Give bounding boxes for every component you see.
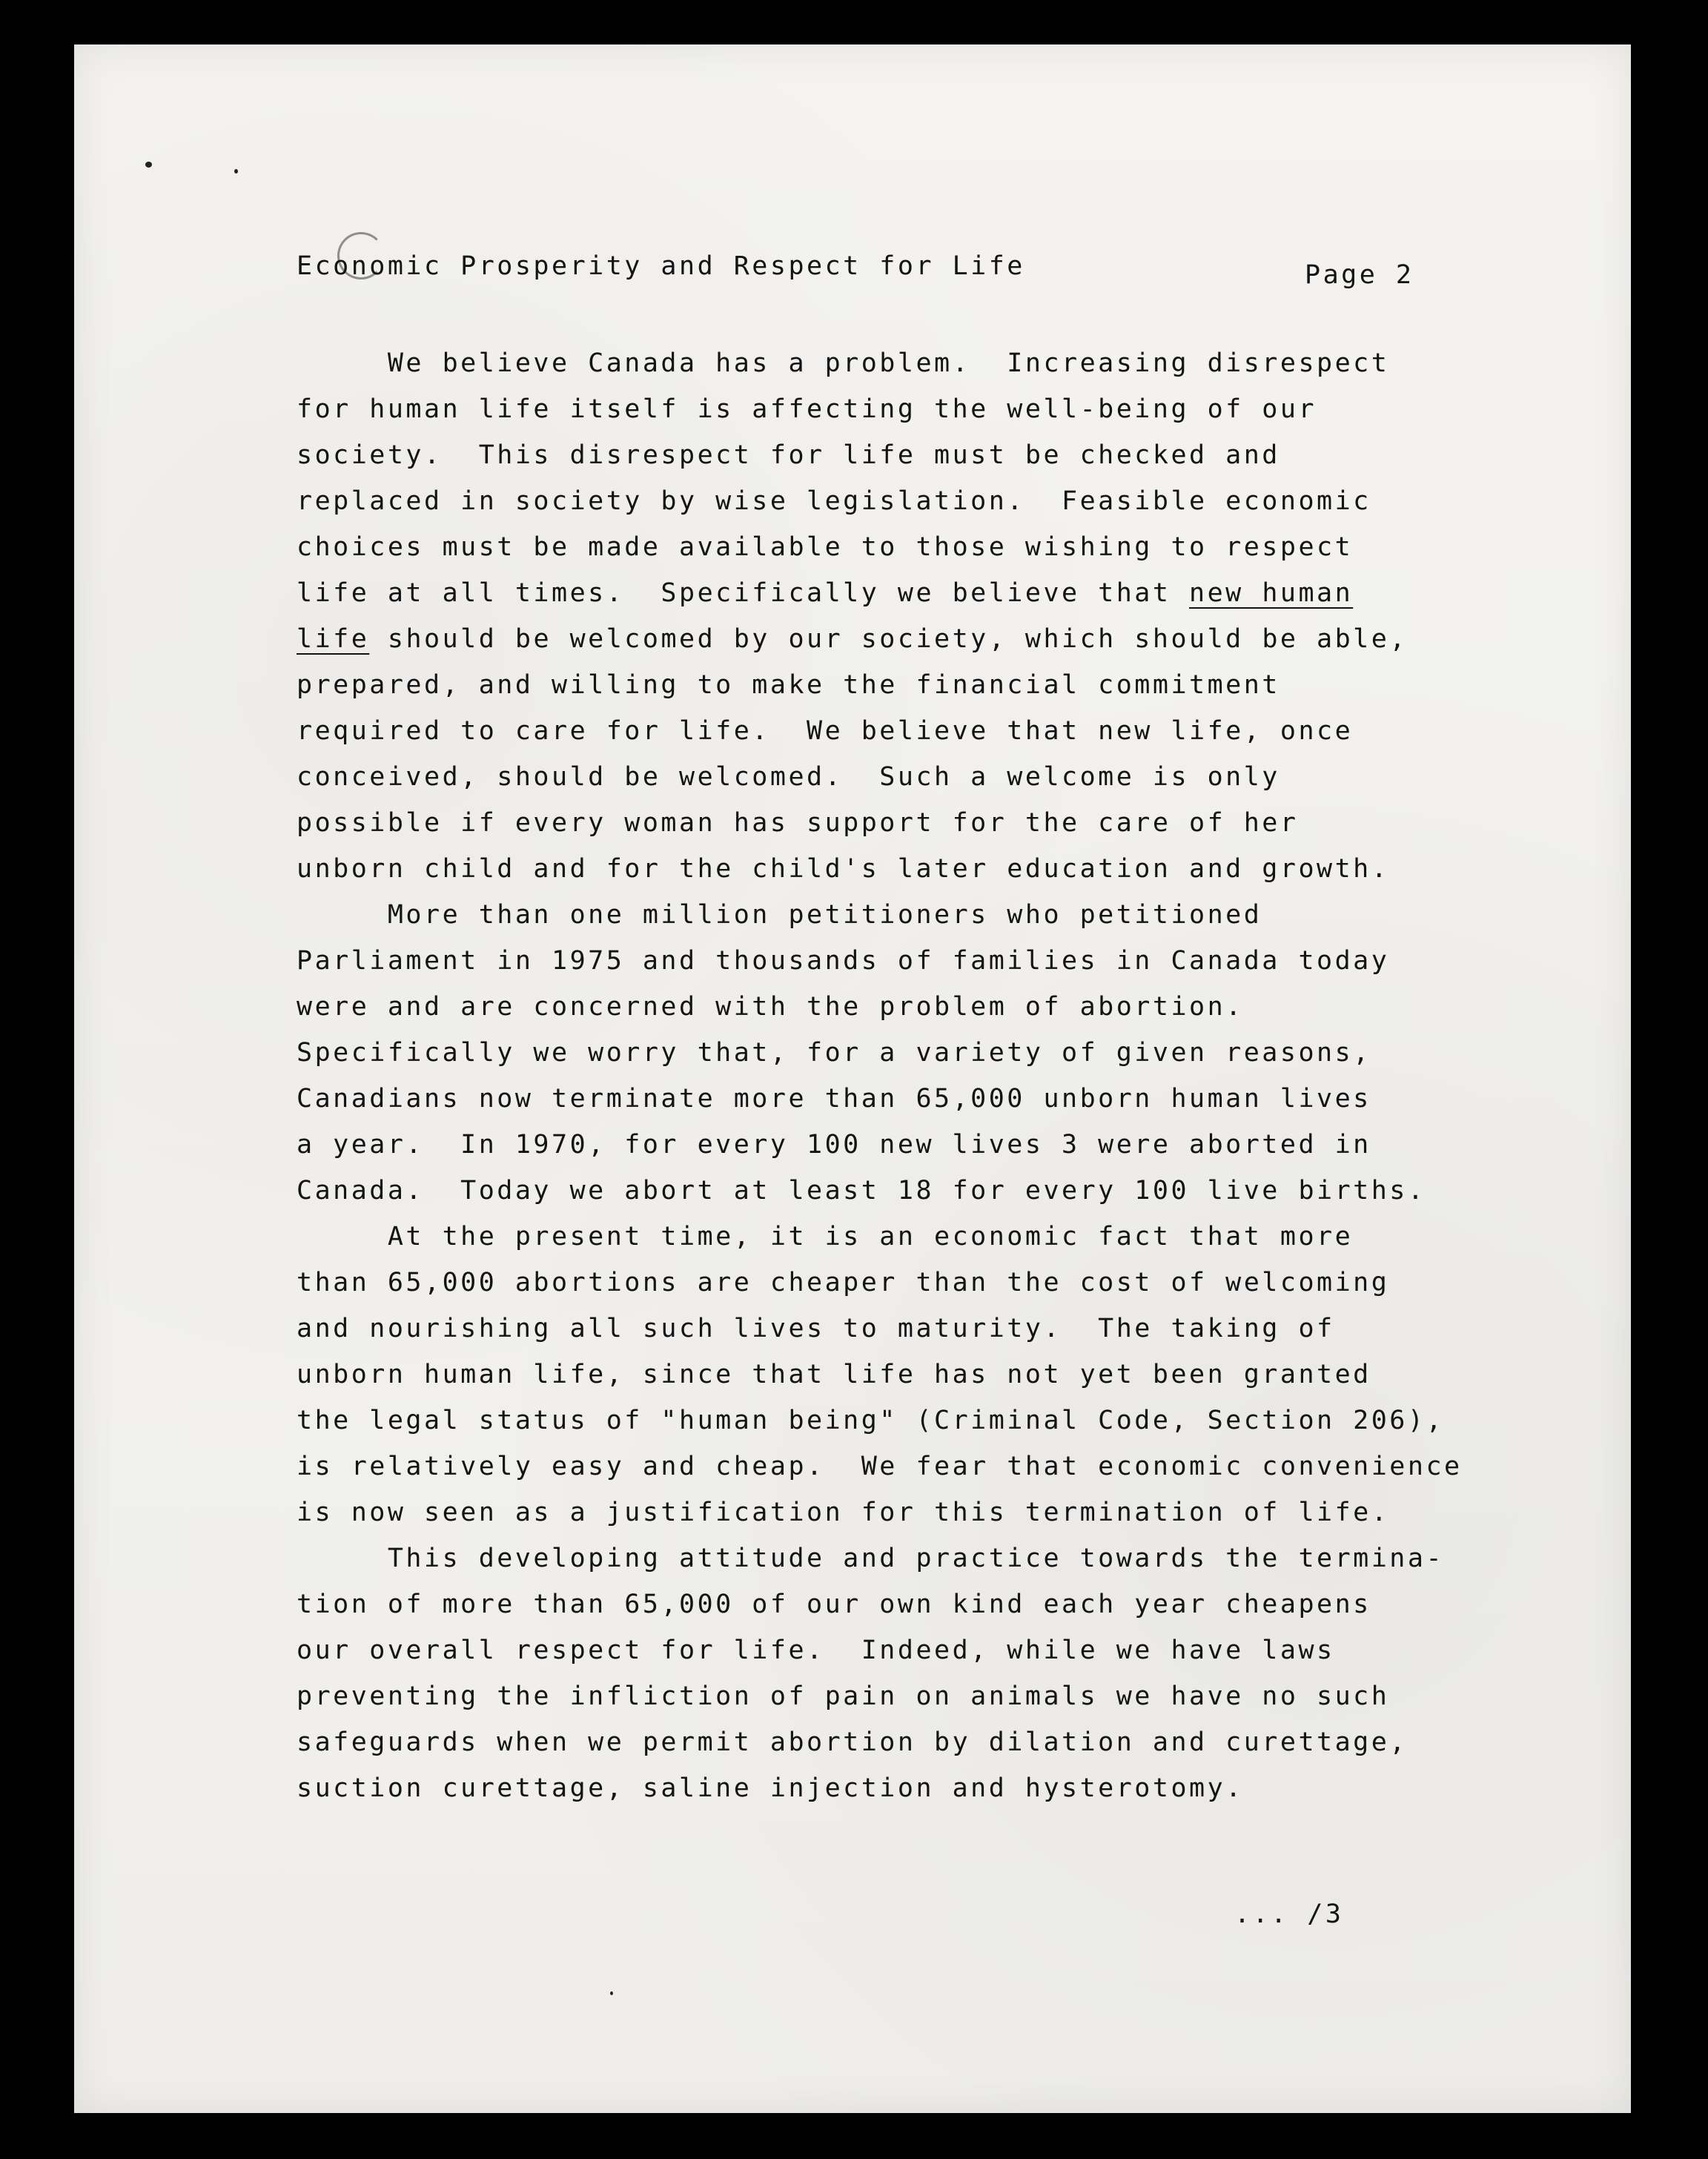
text-segment: life at all times. Specifically we believe that bbox=[297, 578, 1190, 608]
continuation-marker: ... /3 bbox=[1234, 1900, 1344, 1929]
underlined-phrase: new human bbox=[1189, 578, 1354, 608]
text-line: a year. In 1970, for every 100 new lives 3 were aborted in bbox=[297, 1130, 1371, 1160]
text-line: is relatively easy and cheap. We fear that economic convenience bbox=[297, 1452, 1463, 1481]
text-line: possible if every woman has support for the care of her bbox=[297, 808, 1299, 838]
text-line: choices must be made available to those wishing to respect bbox=[297, 532, 1354, 562]
text-line: Canada. Today we abort at least 18 for every 100 live births. bbox=[297, 1176, 1426, 1206]
ink-speck bbox=[145, 162, 152, 168]
text-line: preventing the infliction of pain on animals we have no such bbox=[297, 1682, 1390, 1711]
text-line-with-underline bbox=[297, 578, 1354, 608]
text-line: unborn human life, since that life has not yet been granted bbox=[297, 1360, 1371, 1389]
page-number: Page 2 bbox=[1305, 260, 1414, 290]
text-line: unborn child and for the child's later education and growth. bbox=[297, 854, 1390, 884]
text-line: our overall respect for life. Indeed, while we have laws bbox=[297, 1636, 1335, 1665]
text-line: We believe Canada has a problem. Increasing disrespect bbox=[297, 348, 1390, 378]
ink-speck bbox=[234, 169, 238, 173]
text-line: than 65,000 abortions are cheaper than the cost of welcoming bbox=[297, 1268, 1390, 1297]
text-line: Specifically we worry that, for a variety of given reasons, bbox=[297, 1038, 1371, 1068]
text-segment: should be welcomed by our society, which should be able, bbox=[369, 624, 1408, 654]
text-line: prepared, and willing to make the financial commitment bbox=[297, 670, 1280, 700]
document-title: Economic Prosperity and Respect for Life bbox=[297, 251, 1025, 281]
text-line: Canadians now terminate more than 65,000 unborn human lives bbox=[297, 1084, 1371, 1114]
text-line: is now seen as a justification for this termination of life. bbox=[297, 1498, 1390, 1527]
text-line: safeguards when we permit abortion by dilation and curettage, bbox=[297, 1727, 1408, 1757]
text-line: replaced in society by wise legislation. Feasible economic bbox=[297, 486, 1371, 516]
text-line: tion of more than 65,000 of our own kind each year cheapens bbox=[297, 1590, 1371, 1619]
text-line: At the present time, it is an economic fact that more bbox=[297, 1222, 1354, 1252]
text-line-with-underline bbox=[297, 626, 1408, 652]
text-line: More than one million petitioners who petitioned bbox=[297, 900, 1262, 930]
text-line: and nourishing all such lives to maturity. The taking of bbox=[297, 1314, 1335, 1343]
text-line: were and are concerned with the problem of abortion. bbox=[297, 992, 1244, 1022]
text-line: the legal status of "human being" (Criminal Code, Section 206), bbox=[297, 1406, 1445, 1435]
underlined-word: life bbox=[297, 624, 370, 654]
ink-speck bbox=[610, 1991, 613, 1995]
text-line: This developing attitude and practice towards the termina- bbox=[297, 1544, 1445, 1573]
text-line: for human life itself is affecting the well-being of our bbox=[297, 394, 1317, 424]
text-line: Parliament in 1975 and thousands of families in Canada today bbox=[297, 946, 1390, 976]
text-line: required to care for life. We believe that new life, once bbox=[297, 716, 1354, 746]
text-line: society. This disrespect for life must be checked and bbox=[297, 440, 1280, 470]
text-line: conceived, should be welcomed. Such a welcome is only bbox=[297, 762, 1280, 792]
text-line: suction curettage, saline injection and hysterotomy. bbox=[297, 1773, 1244, 1803]
